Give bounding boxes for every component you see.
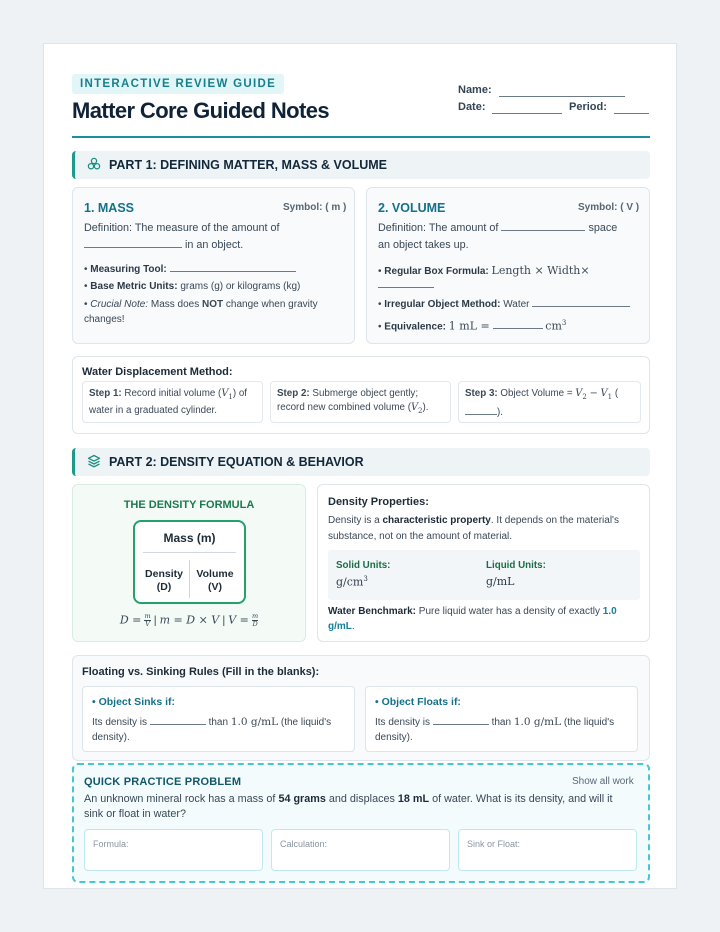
calculation-answer-box[interactable]: [271, 829, 450, 871]
sinks-title: • Object Sinks if:: [92, 696, 176, 708]
period-label: Period:: [569, 101, 607, 113]
triangle-mass: Mass (m): [163, 531, 216, 545]
floats-title: • Object Floats if:: [375, 696, 461, 708]
practice-heading: QUICK PRACTICE PROBLEM: [84, 776, 242, 788]
period-field[interactable]: [614, 113, 649, 114]
solid-units-label: Solid Units:: [336, 560, 391, 571]
triangle-volume: Volume (V): [196, 568, 234, 593]
name-label: Name:: [458, 84, 492, 96]
mass-heading: 1. MASS: [84, 201, 135, 215]
volume-symbol: Symbol: ( V ): [578, 202, 640, 213]
formula-answer-box[interactable]: [84, 829, 263, 871]
part2-header: [72, 448, 650, 476]
floats-blank[interactable]: [433, 714, 489, 725]
properties-text: Density is a characteristic property. It depends on the material's substance, not on the amount of material.: [328, 515, 619, 542]
sinks-box: [82, 686, 355, 752]
floats-box: [365, 686, 638, 752]
volume-definition-blank[interactable]: [501, 220, 585, 231]
water-benchmark: Water Benchmark: Pure liquid water has a density of exactly 1.0 g/mL.: [328, 606, 617, 632]
mass-card: [72, 187, 355, 344]
volume-heading: 2. VOLUME: [378, 201, 446, 215]
sink-float-box-label: Sink or Float:: [467, 839, 521, 849]
floating-heading: Floating vs. Sinking Rules (Fill in the blanks):: [82, 666, 320, 678]
mass-symbol: Symbol: ( m ): [283, 202, 347, 213]
measuring-tool-row: • Measuring Tool:: [84, 261, 296, 277]
date-label: Date:: [458, 101, 486, 113]
irregular-method-blank[interactable]: [532, 296, 630, 307]
equivalence-row: • Equivalence: 1 mL = $cm^3$: [378, 319, 567, 333]
density-formula-card: [72, 484, 306, 642]
measuring-tool-blank[interactable]: [170, 261, 296, 272]
calculation-box-label: Calculation:: [280, 839, 328, 849]
header-rule: [72, 136, 650, 138]
practice-problem-card: [72, 763, 650, 883]
floats-text: Its density is than 1.0 g/mL (the liquid's density).: [375, 716, 615, 743]
sinks-blank[interactable]: [150, 714, 206, 725]
atom-icon: [87, 157, 101, 174]
guide-tag: INTERACTIVE REVIEW GUIDE: [72, 74, 284, 94]
box-formula-blank[interactable]: [378, 287, 434, 288]
equivalence-blank[interactable]: [493, 318, 543, 329]
mass-definition-blank[interactable]: [84, 237, 182, 248]
formula-box-label: Formula:: [93, 839, 129, 849]
box-formula-row: • Regular Box Formula: Length × Width×: [378, 264, 590, 277]
density-triangle-box: [133, 520, 246, 604]
properties-heading: Density Properties:: [328, 496, 429, 508]
part2-title: PART 2: DENSITY EQUATION & BEHAVIOR: [109, 455, 364, 469]
density-properties-card: [317, 484, 650, 642]
sink-float-answer-box[interactable]: [458, 829, 637, 871]
step2-box: Step 2: Submerge object gently; record new combined volume $(V_2)$.: [270, 381, 451, 423]
liquid-units-label: Liquid Units:: [486, 560, 546, 571]
name-field[interactable]: [499, 96, 625, 97]
density-equations: D = $\frac{m}{V}$ | m = D × V | V = $\frac{m}{D}$: [119, 612, 259, 628]
displacement-card: [72, 356, 650, 434]
show-work-note: Show all work: [572, 776, 634, 787]
triangle-density: Density (D): [145, 568, 183, 593]
practice-question: An unknown mineral rock has a mass of 54 grams and displaces 18 mL of water. What is its density, and will it sink or float in water?: [84, 793, 613, 820]
part1-header: [72, 151, 650, 179]
step1-box: Step 1: Record initial volume $(V_1)$ of water in a graduated cylinder.: [82, 381, 263, 423]
crucial-note: • Crucial Note: Mass does NOT change when gravity changes!: [84, 299, 318, 325]
volume-definition-line2: an object takes up.: [378, 239, 469, 251]
base-units-row: • Base Metric Units: grams (g) or kilograms (kg): [84, 281, 301, 292]
liquid-units-value: g/mL: [486, 575, 515, 588]
solid-units-value: $g/cm^3$: [336, 575, 368, 589]
triangle-divider: [143, 552, 236, 553]
mass-definition-line1: Definition: The measure of the amount of: [84, 222, 280, 234]
part1-title: PART 1: DEFINING MATTER, MASS & VOLUME: [109, 158, 388, 172]
step3-blank[interactable]: [465, 404, 497, 415]
irregular-method-row: • Irregular Object Method: Water: [378, 296, 630, 312]
page-title: Matter Core Guided Notes: [72, 98, 329, 123]
displacement-title: Water Displacement Method:: [82, 366, 233, 378]
step3-box: Step 3: Object Volume = $V_2 - V_1$ ( ).: [458, 381, 641, 423]
units-panel: [328, 550, 640, 600]
density-formula-heading: THE DENSITY FORMULA: [123, 499, 255, 511]
volume-definition-line1: Definition: The amount of space: [378, 222, 618, 234]
date-field[interactable]: [492, 113, 562, 114]
sinks-text: Its density is than 1.0 g/mL (the liquid's density).: [92, 716, 332, 743]
volume-card: [366, 187, 650, 344]
layers-icon: [87, 454, 101, 471]
mass-definition-line2: in an object.: [84, 237, 243, 254]
floating-sinking-card: [72, 655, 650, 761]
worksheet-page: [43, 43, 677, 889]
